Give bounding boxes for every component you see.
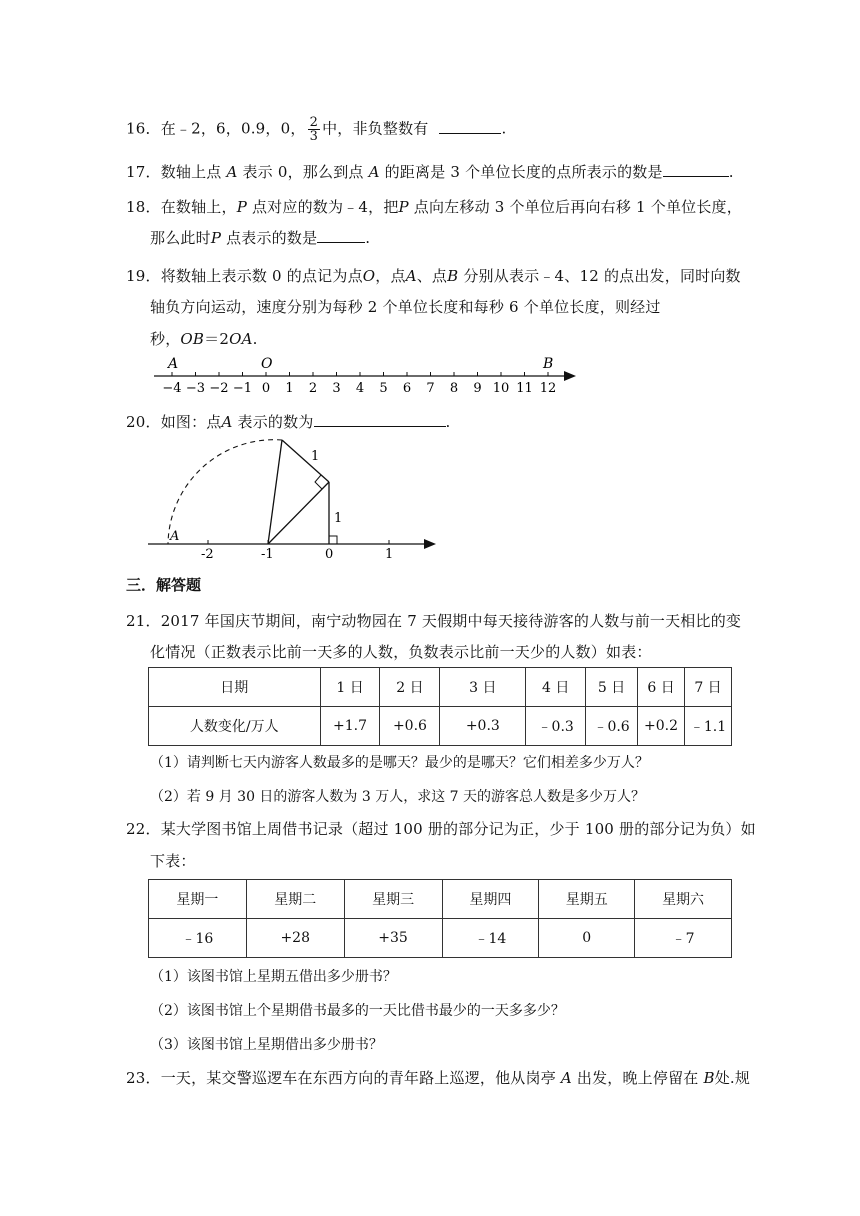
point-a-label: A (168, 356, 179, 372)
question-19-line-3: 秒，OB＝2OA. (150, 330, 258, 348)
question-17: 17．数轴上点 A 表示 0，那么到点 A 的距离是 3 个单位长度的点所表示的数是 . (126, 160, 734, 183)
question-18: 18．在数轴上，P 点对应的数为﹣4，把P 点向左移动 3 个单位后再向右移 1 个单位长度， (126, 198, 742, 216)
sub-question: （2）该图书馆上个星期借书最多的一天比借书最少的一天多多少？ (150, 1003, 565, 1019)
table-row: ﹣16 +28 +35 ﹣14 0 ﹣7 (149, 919, 732, 958)
sub-question: （1）请判断七天内游客人数最多的是哪天？最少的是哪天？它们相差多少万人？ (150, 755, 649, 771)
question-23: 23．一天，某交警巡逻车在东西方向的青年路上巡逻，他从岗亭 A 出发，晚上停留在 B处.规 (126, 1069, 751, 1087)
tick-label: −4 (162, 381, 182, 396)
tick-label: 8 (449, 381, 459, 396)
question-22-line-2: 下表： (150, 852, 196, 870)
side-label: 1 (311, 449, 320, 464)
tick-label: 0 (325, 547, 334, 562)
tick-label: 2 (308, 381, 318, 396)
visitor-change-table (148, 667, 732, 746)
tick-label: −2 (209, 381, 229, 396)
question-16: 16．在﹣2，6，0.9，0， $\frac{2}{3}$ 中，非负整数有 . (126, 115, 507, 144)
answer-blank[interactable] (317, 226, 365, 243)
right-angle-mark (329, 536, 337, 544)
point-o-label: O (261, 356, 273, 372)
table-header-row: 日期 1 日 2 日 3 日 4 日 5 日 6 日 7 日 (149, 668, 732, 707)
tick-label: 6 (402, 381, 412, 396)
question-19-line-2: 轴负方向运动，速度分别为每秒 2 个单位长度和每秒 6 个单位长度，则经过 (150, 298, 661, 316)
sub-question: （1）该图书馆上星期五借出多少册书？ (150, 969, 397, 985)
tick-label: 12 (539, 381, 557, 396)
answer-blank[interactable] (663, 160, 729, 177)
table-header-row: 星期一 星期二 星期三 星期四 星期五 星期六 (149, 880, 732, 919)
answer-blank[interactable] (439, 117, 501, 134)
axis-arrow (424, 539, 436, 549)
diagonal-line (268, 482, 329, 544)
question-18-line-2: 那么此时P 点表示的数是 . (150, 226, 370, 249)
geometry-figure (146, 432, 446, 564)
tick-label: 3 (332, 381, 341, 396)
point-a-label: A (170, 529, 180, 544)
tick-label: −1 (232, 381, 253, 396)
table-row: 人数变化/万人 +1.7 +0.6 +0.3 ﹣0.3 ﹣0.6 +0.2 ﹣1.1 (149, 707, 732, 746)
tick-label: 1 (385, 547, 394, 562)
question-21: 21．2017 年国庆节期间，南宁动物园在 7 天假期中每天接待游客的人数与前一天相比的变 (126, 612, 742, 630)
tick-label: 1 (285, 381, 294, 396)
number-line-figure (150, 352, 580, 398)
right-angle-mark (315, 475, 322, 489)
side-label: 1 (334, 511, 343, 526)
sub-question: （3）该图书馆上星期借出多少册书？ (150, 1037, 383, 1053)
section-title: 三．解答题 (126, 576, 202, 594)
point-b-label: B (543, 356, 554, 372)
tick-label: 7 (426, 381, 435, 396)
library-borrow-table (148, 879, 732, 958)
tick-label: -2 (201, 547, 214, 562)
tick-label: 5 (379, 381, 388, 396)
dashed-arc (168, 440, 282, 544)
question-22: 22．某大学图书馆上周借书记录（超过 100 册的部分记为正，少于 100 册的部分记为负）如 (126, 820, 756, 838)
tick-label: −3 (185, 381, 206, 396)
tick-label: 11 (516, 381, 533, 396)
question-20: 20．如图：点A 表示的数为 . (126, 410, 451, 433)
question-21-line-2: 化情况（正数表示比前一天多的人数，负数表示比前一天少的人数）如表： (150, 643, 652, 661)
answer-blank[interactable] (314, 410, 446, 427)
question-number: 16． (126, 119, 161, 138)
tick-label: 0 (261, 381, 271, 396)
question-19: 19．将数轴上表示数 0 的点记为点O，点A、点B 分别从表示﹣4、12 的点出发，同时向数 (126, 267, 741, 285)
fraction: $\frac{2}{3}$ (309, 115, 319, 144)
tick-label: 9 (473, 381, 482, 396)
top-side-line (282, 440, 329, 482)
tick-label: 10 (492, 381, 510, 396)
hypotenuse-line (268, 440, 282, 544)
tick-label: 4 (355, 381, 365, 396)
tick-label: -1 (261, 547, 274, 562)
sub-question: （2）若 9 月 30 日的游客人数为 3 万人，求这 7 天的游客总人数是多少万人？ (150, 789, 646, 805)
axis-arrow (564, 371, 576, 381)
